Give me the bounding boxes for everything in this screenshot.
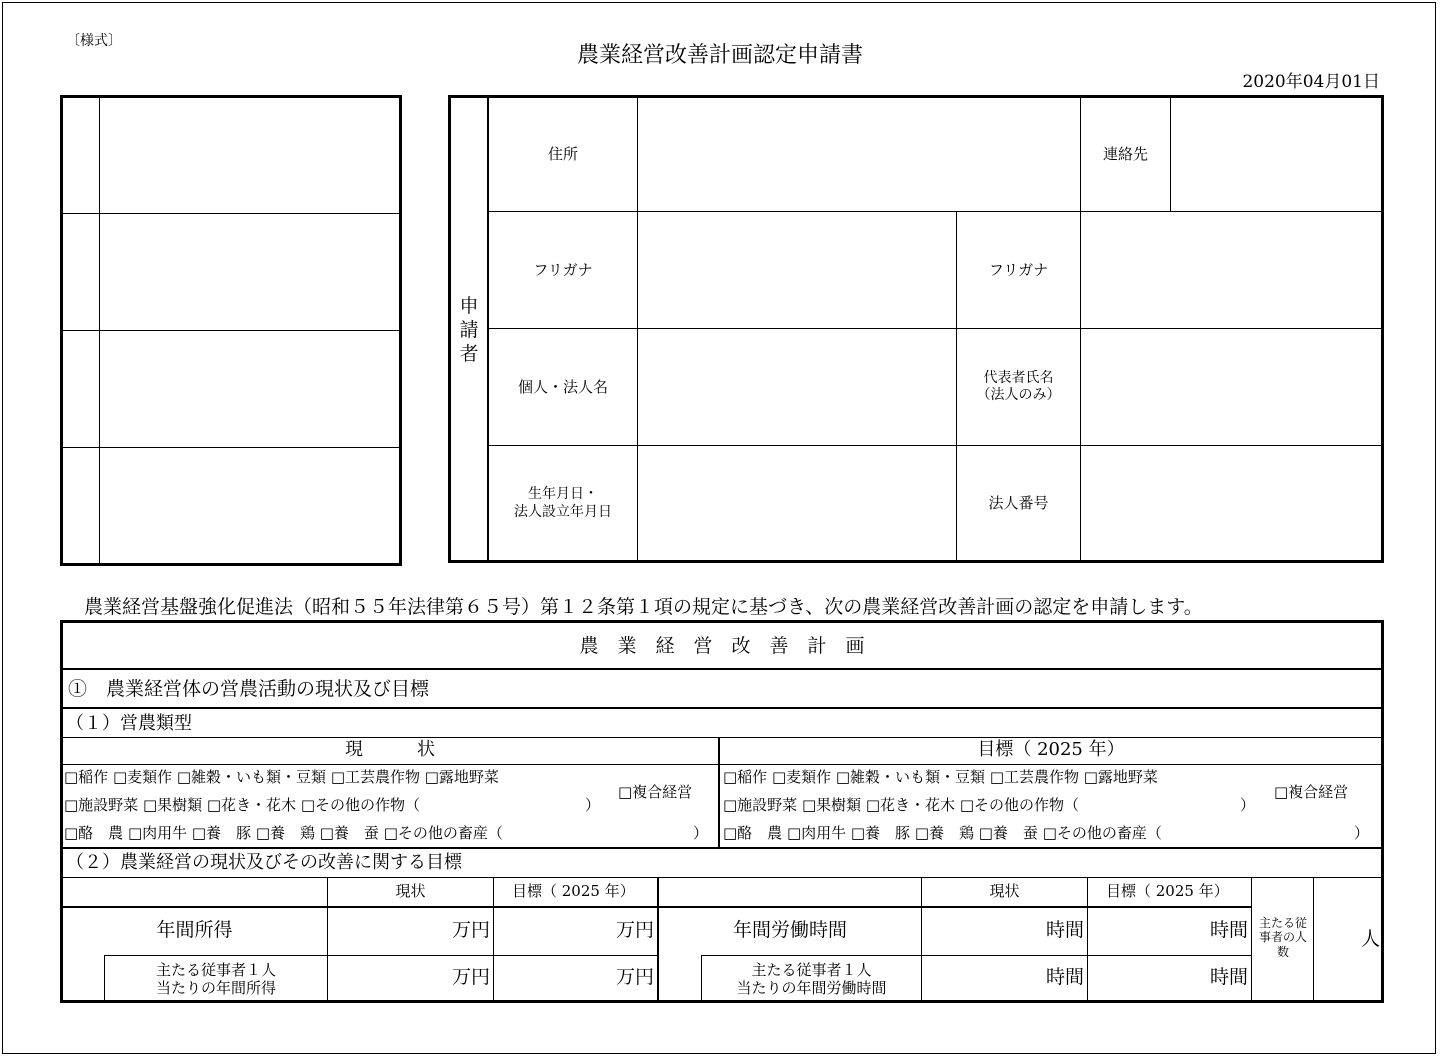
workers-count-unit[interactable]: 人	[1360, 928, 1380, 950]
current-crop-checkboxes-row1[interactable]: □稲作 □麦類作 □雑穀・いも類・豆類 □工芸農作物 □露地野菜	[64, 768, 499, 786]
target-crop-checkboxes-row1[interactable]: □稲作 □麦類作 □雑穀・いも類・豆類 □工芸農作物 □露地野菜	[723, 768, 1158, 786]
corporate-number-field[interactable]	[1081, 447, 1381, 560]
target-header: 目標（ 2025 年）	[977, 739, 1125, 760]
subsection-2-heading: （２）農業経営の現状及びその改善に関する目標	[66, 852, 462, 873]
col-target-hours: 目標（ 2025 年）	[1106, 882, 1229, 900]
per-income-current-unit[interactable]: 万円	[451, 966, 490, 988]
per-worker-hours-label: 主たる従事者１人 当たりの年間労働時間	[736, 960, 887, 997]
per-worker-income-label: 主たる従事者１人 当たりの年間所得	[155, 960, 276, 997]
plan-row-line	[62, 764, 1382, 765]
contact-label: 連絡先	[1102, 144, 1148, 163]
col-target-income: 目標（ 2025 年）	[512, 882, 635, 900]
col-current-hours: 現状	[989, 882, 1020, 900]
goal-col-line	[1313, 877, 1314, 1001]
plan-row-line	[62, 737, 1382, 738]
per-hours-target-unit[interactable]: 時間	[1209, 966, 1248, 988]
current-livestock-checkboxes[interactable]: □酪 農 □肉用牛 □養 豚 □養 鶏 □養 蚕 □その他の畜産（	[64, 824, 503, 842]
per-income-target-unit[interactable]: 万円	[615, 966, 654, 988]
workers-count-label: 主たる従 事者の人 数	[1258, 916, 1307, 959]
stamp-row-line	[62, 213, 400, 214]
representative-field[interactable]	[1081, 330, 1381, 444]
plan-row-line	[62, 847, 1382, 849]
stamp-row-line	[62, 447, 400, 448]
applicant-side-label: 申 請 者	[459, 295, 479, 365]
current-header: 現 状	[345, 739, 435, 760]
subsection-1-heading: （１）営農類型	[66, 713, 192, 734]
income-target-unit[interactable]: 万円	[615, 919, 654, 941]
form-tag: 〔様式〕	[66, 33, 122, 49]
section-1-heading: ① 農業経営体の営農活動の現状及び目標	[68, 678, 430, 700]
birth-date-field[interactable]	[638, 447, 954, 560]
representative-label: 代表者氏名 （法人のみ）	[976, 369, 1061, 403]
col-current-income: 現状	[395, 882, 426, 900]
hours-target-unit[interactable]: 時間	[1209, 919, 1248, 941]
annual-hours-label: 年間労働時間	[732, 919, 847, 941]
target-other-crop-close: ）	[1240, 796, 1256, 814]
plan-row-line	[62, 668, 1382, 670]
target-complex-checkbox[interactable]: □複合経営	[1274, 783, 1349, 801]
stamp-row-line	[62, 330, 400, 331]
page-title: 農業経営改善計画認定申請書	[576, 43, 863, 68]
furigana-rep-label: フリガナ	[988, 260, 1049, 279]
furigana-field[interactable]	[638, 213, 954, 327]
per-hours-current-unit[interactable]: 時間	[1045, 966, 1084, 988]
furigana-label: フリガナ	[533, 260, 593, 279]
contact-field[interactable]	[1171, 98, 1381, 210]
goal-col-line	[493, 877, 494, 1001]
birth-date-label: 生年月日・ 法人設立年月日	[514, 486, 612, 520]
annual-income-label: 年間所得	[156, 919, 233, 941]
address-label: 住所	[547, 144, 578, 163]
target-livestock-checkboxes[interactable]: □酪 農 □肉用牛 □養 豚 □養 鶏 □養 蚕 □その他の畜産（	[723, 824, 1162, 842]
application-statement: 農業経営基盤強化促進法（昭和５５年法律第６５号）第１２条第１項の規定に基づき、次の農業経営改善計画の認定を申請します。	[84, 596, 1203, 618]
income-current-unit[interactable]: 万円	[451, 919, 490, 941]
current-complex-checkbox[interactable]: □複合経営	[618, 783, 693, 801]
goal-row-line	[62, 906, 1251, 908]
corporate-number-label: 法人番号	[988, 494, 1049, 513]
furigana-rep-field[interactable]	[1081, 213, 1381, 327]
current-other-livestock-close: ）	[693, 824, 709, 842]
address-field[interactable]	[638, 98, 1078, 210]
plan-row-line	[62, 707, 1382, 709]
hours-current-unit[interactable]: 時間	[1045, 919, 1084, 941]
name-label: 個人・法人名	[517, 377, 608, 396]
goal-col-line	[1087, 877, 1088, 1001]
target-crop-checkboxes-row2[interactable]: □施設野菜 □果樹類 □花き・花木 □その他の作物（	[723, 796, 1079, 814]
target-other-livestock-close: ）	[1354, 824, 1370, 842]
goal-col-line	[1251, 877, 1252, 1001]
plan-title: 農 業 経 営 改 善 計 画	[579, 635, 865, 657]
plan-row-line	[62, 877, 1382, 878]
current-other-crop-close: ）	[585, 796, 601, 814]
current-crop-checkboxes-row2[interactable]: □施設野菜 □果樹類 □花き・花木 □その他の作物（	[64, 796, 420, 814]
application-date: 2020年04月01日	[1242, 72, 1380, 92]
name-field[interactable]	[638, 330, 954, 444]
